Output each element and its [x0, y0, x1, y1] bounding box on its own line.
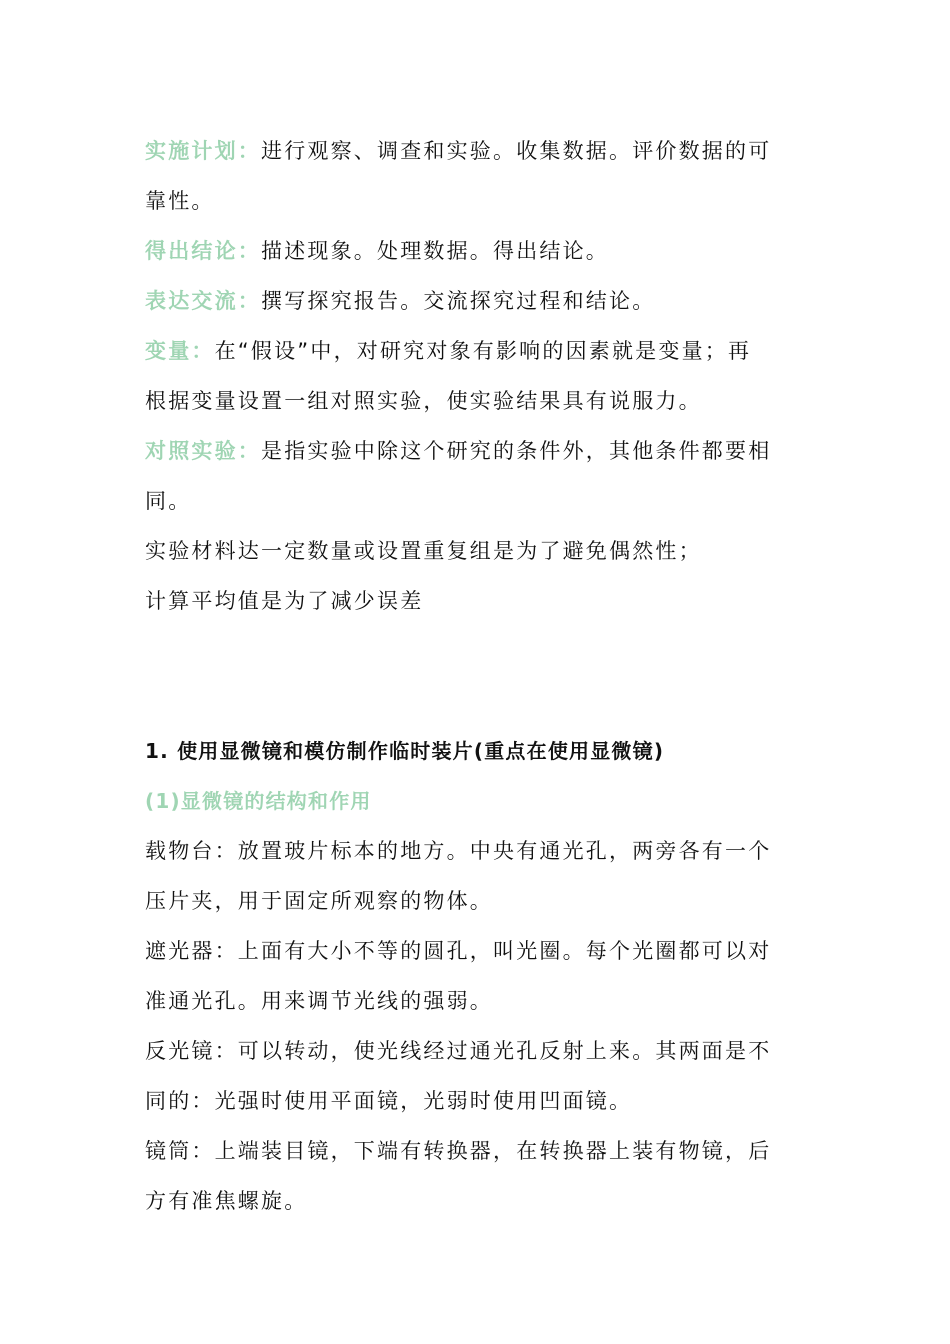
implement-plan-text: 进行观察、调查和实验。收集数据。评价数据的可 [261, 139, 772, 163]
conclusion-text: 描述现象。处理数据。得出结论。 [261, 239, 609, 263]
section-gap [145, 626, 805, 726]
term-control-experiment: 对照实验： [145, 439, 261, 463]
term-implement-plan: 实施计划： [145, 139, 261, 163]
variable-line-2: 根据变量设置一组对照实验，使实验结果具有说服力。 [145, 389, 702, 413]
control-experiment-text: 是指实验中除这个研究的条件外，其他条件都要相 [261, 439, 772, 463]
subheading-structure: (1)显微镜的结构和作用 [145, 789, 372, 813]
tube-line-1: 镜筒：上端装目镜，下端有转换器，在转换器上装有物镜，后 [145, 1139, 772, 1163]
term-communicate: 表达交流： [145, 289, 261, 313]
implement-plan-line-1 [145, 126, 805, 176]
tube-line-2: 方有准焦螺旋。 [145, 1189, 308, 1213]
mirror-line-2: 同的：光强时使用平面镜，光弱时使用凹面镜。 [145, 1089, 633, 1113]
note-repetition: 实验材料达一定数量或设置重复组是为了避免偶然性； [145, 539, 702, 563]
variable-line-1 [145, 326, 805, 376]
note-average: 计算平均值是为了减少误差 [145, 589, 424, 613]
control-experiment-line-2: 同。 [145, 489, 192, 513]
conclusion-line [145, 226, 805, 276]
stage-line-1: 载物台：放置玻片标本的地方。中央有通光孔，两旁各有一个 [145, 839, 772, 863]
control-experiment-line-1 [145, 426, 805, 476]
diaphragm-line-1: 遮光器：上面有大小不等的圆孔，叫光圈。每个光圈都可以对 [145, 939, 772, 963]
stage-line-2: 压片夹，用于固定所观察的物体。 [145, 889, 493, 913]
diaphragm-line-2: 准通光孔。用来调节光线的强弱。 [145, 989, 493, 1013]
implement-plan-line-2: 靠性。 [145, 189, 215, 213]
variable-text: 在“假设”中，对研究对象有影响的因素就是变量；再 [214, 339, 752, 363]
term-variable: 变量： [145, 339, 215, 363]
mirror-line-1: 反光镜：可以转动，使光线经过通光孔反射上来。其两面是不 [145, 1039, 772, 1063]
term-conclusion: 得出结论： [145, 239, 261, 263]
document-page [145, 126, 805, 1226]
communicate-text: 撰写探究报告。交流探究过程和结论。 [261, 289, 656, 313]
communicate-line [145, 276, 805, 326]
section-heading-microscope: 1. 使用显微镜和模仿制作临时装片(重点在使用显微镜) [145, 739, 665, 763]
